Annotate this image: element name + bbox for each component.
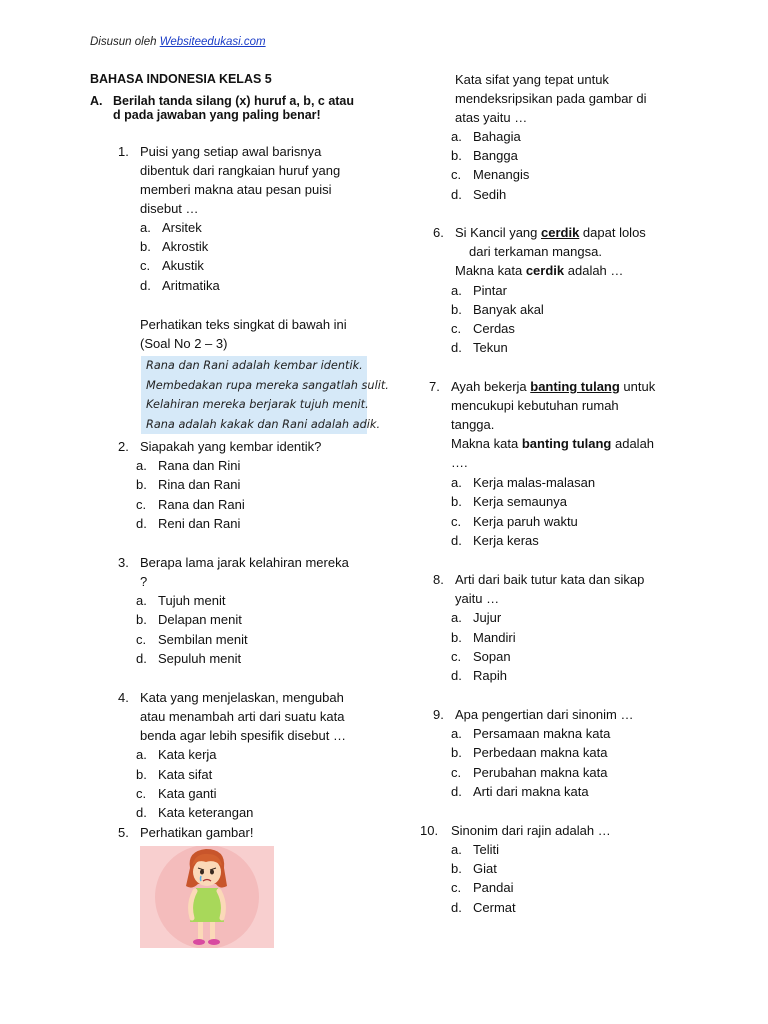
text-fragment: untuk <box>619 379 656 394</box>
option-letter: d. <box>136 651 147 666</box>
question-number: 5. <box>118 825 129 840</box>
option-text: Cerdas <box>473 321 515 336</box>
question-number: 8. <box>433 572 444 587</box>
option-text: Aritmatika <box>162 278 220 293</box>
option-letter: d. <box>451 187 462 202</box>
option-text: Kerja semaunya <box>473 494 567 509</box>
option-text: Kerja keras <box>473 533 539 548</box>
option-d[interactable] <box>451 898 516 917</box>
option-letter: b. <box>451 630 462 645</box>
option-letter: c. <box>140 258 151 273</box>
passage-intro: (Soal No 2 – 3) <box>140 336 228 351</box>
option-letter: b. <box>136 612 147 627</box>
option-letter: a. <box>451 283 462 298</box>
option-c[interactable] <box>136 630 248 649</box>
option-text: Rana dan Rani <box>158 497 245 512</box>
option-letter: d. <box>140 278 151 293</box>
option-text: Persamaan makna kata <box>473 726 611 741</box>
question-text: Kata sifat yang tepat untuk <box>455 72 609 87</box>
option-c[interactable] <box>140 256 204 275</box>
question-text: Siapakah yang kembar identik? <box>140 439 322 454</box>
question-text: dari terkaman mangsa. <box>469 244 602 259</box>
page-title: BAHASA INDONESIA KELAS 5 <box>90 72 272 86</box>
question-text: Arti dari baik tutur kata dan sikap <box>455 572 645 587</box>
option-d[interactable] <box>451 338 508 357</box>
question-text: atau menambah arti dari suatu kata <box>140 709 345 724</box>
section-instruction: Berilah tanda silang (x) huruf a, b, c atau d pada jawaban yang paling benar! <box>113 94 355 122</box>
option-letter: d. <box>451 900 462 915</box>
question-text <box>455 223 646 242</box>
option-letter: c. <box>451 649 462 664</box>
passage-line: Rana adalah kakak dan Rani adalah adik. <box>146 417 381 431</box>
option-d[interactable] <box>451 531 539 550</box>
question-text: Puisi yang setiap awal barisnya <box>140 144 322 159</box>
question-text: mendeksripsikan pada gambar di <box>455 91 647 106</box>
option-letter: a. <box>451 475 462 490</box>
question-text: tangga. <box>451 417 495 432</box>
section-letter: A. <box>90 94 103 108</box>
option-a[interactable] <box>451 608 501 627</box>
option-text: Kata sifat <box>158 767 213 782</box>
option-text: Reni dan Rani <box>158 516 241 531</box>
option-text: Perubahan makna kata <box>473 765 608 780</box>
option-text: Akustik <box>162 258 204 273</box>
option-d[interactable] <box>451 666 507 685</box>
option-letter: d. <box>451 533 462 548</box>
option-letter: a. <box>451 726 462 741</box>
option-letter: b. <box>136 477 147 492</box>
option-letter: c. <box>451 765 462 780</box>
question-text: Sinonim dari rajin adalah … <box>451 823 611 838</box>
question-number: 6. <box>433 225 444 240</box>
text-fragment: Makna kata <box>451 436 522 451</box>
option-text: Kata ganti <box>158 786 217 801</box>
question-text: Perhatikan gambar! <box>140 825 254 840</box>
option-text: Rana dan Rini <box>158 458 241 473</box>
question-number: 10. <box>420 823 439 838</box>
option-text: Kerja malas-malasan <box>473 475 596 490</box>
option-b[interactable] <box>136 475 240 494</box>
option-c[interactable] <box>451 878 513 897</box>
sad-girl-icon <box>140 846 274 948</box>
keyword: cerdik <box>541 225 580 240</box>
question-text: Apa pengertian dari sinonim … <box>455 707 634 722</box>
option-d[interactable] <box>140 276 220 295</box>
option-letter: c. <box>451 167 462 182</box>
option-c[interactable] <box>451 319 515 338</box>
option-letter: b. <box>136 767 147 782</box>
option-letter: c. <box>451 880 462 895</box>
option-letter: a. <box>451 610 462 625</box>
question-text: …. <box>451 455 468 470</box>
option-text: Sedih <box>473 187 507 202</box>
question-number: 3. <box>118 555 129 570</box>
option-text: Akrostik <box>162 239 209 254</box>
option-d[interactable] <box>136 514 240 533</box>
option-letter: b. <box>451 745 462 760</box>
option-text: Kerja paruh waktu <box>473 514 578 529</box>
option-letter: d. <box>136 516 147 531</box>
option-letter: c. <box>136 497 147 512</box>
option-text: Pintar <box>473 283 507 298</box>
option-d[interactable] <box>136 803 253 822</box>
question-text: mencukupi kebutuhan rumah <box>451 398 619 413</box>
option-a[interactable] <box>140 218 202 237</box>
question-number: 7. <box>429 379 440 394</box>
option-letter: a. <box>136 458 147 473</box>
option-d[interactable] <box>136 649 241 668</box>
option-b[interactable] <box>451 300 544 319</box>
option-c[interactable] <box>451 165 529 184</box>
text-fragment: Makna kata <box>455 263 526 278</box>
question-text <box>455 261 623 280</box>
sad-girl-illustration <box>140 846 274 948</box>
option-letter: b. <box>451 861 462 876</box>
option-text: Tujuh menit <box>158 593 226 608</box>
option-c[interactable] <box>451 512 578 531</box>
passage-line: Membedakan rupa mereka sangatlah sulit. <box>146 378 389 392</box>
option-letter: b. <box>451 494 462 509</box>
option-a[interactable] <box>136 456 240 475</box>
option-text: Pandai <box>473 880 514 895</box>
option-text: Perbedaan makna kata <box>473 745 608 760</box>
option-letter: d. <box>451 340 462 355</box>
question-text <box>451 434 654 453</box>
keyword: cerdik <box>525 263 565 278</box>
option-letter: b. <box>451 148 462 163</box>
option-b[interactable] <box>451 146 518 165</box>
option-c[interactable] <box>136 495 245 514</box>
option-text: Tekun <box>473 340 508 355</box>
option-b[interactable] <box>451 628 516 647</box>
option-b[interactable] <box>140 237 208 256</box>
keyword: banting tulang <box>530 379 620 394</box>
option-letter: a. <box>136 593 147 608</box>
option-text: Banyak akal <box>473 302 544 317</box>
passage-intro: Perhatikan teks singkat di bawah ini <box>140 317 347 332</box>
header-prefix: Disusun oleh <box>90 36 157 48</box>
question-text: ? <box>140 574 148 589</box>
keyword: banting tulang <box>521 436 612 451</box>
option-letter: c. <box>451 321 462 336</box>
option-letter: d. <box>136 805 147 820</box>
option-a[interactable] <box>451 127 521 146</box>
question-number: 9. <box>433 707 444 722</box>
option-text: Kata kerja <box>158 747 217 762</box>
option-text: Arti dari makna kata <box>473 784 589 799</box>
option-letter: d. <box>451 784 462 799</box>
question-number: 2. <box>118 439 129 454</box>
option-text: Jujur <box>473 610 502 625</box>
question-text <box>451 377 655 396</box>
option-text: Rina dan Rani <box>158 477 241 492</box>
option-b[interactable] <box>136 765 212 784</box>
option-text: Sepuluh menit <box>158 651 242 666</box>
option-text: Kata keterangan <box>158 805 254 820</box>
option-text: Cermat <box>473 900 516 915</box>
option-text: Sembilan menit <box>158 632 248 647</box>
option-text: Arsitek <box>162 220 202 235</box>
option-letter: a. <box>451 129 462 144</box>
option-text: Bangga <box>473 148 518 163</box>
option-letter: a. <box>140 220 151 235</box>
option-letter: a. <box>451 842 462 857</box>
option-text: Rapih <box>473 668 507 683</box>
option-text: Bahagia <box>473 129 521 144</box>
option-letter: b. <box>140 239 151 254</box>
option-a[interactable] <box>136 745 217 764</box>
question-text: atas yaitu … <box>455 110 528 125</box>
question-text: benda agar lebih spesifik disebut … <box>140 728 346 743</box>
option-text: Menangis <box>473 167 530 182</box>
question-text: Berapa lama jarak kelahiran mereka <box>140 555 349 570</box>
question-text: yaitu … <box>455 591 500 606</box>
question-number: 4. <box>118 690 129 705</box>
option-b[interactable] <box>451 743 607 762</box>
option-a[interactable] <box>136 591 225 610</box>
text-fragment: Si Kancil yang <box>455 225 541 240</box>
option-letter: a. <box>136 747 147 762</box>
option-letter: c. <box>136 786 147 801</box>
document-header <box>90 36 266 48</box>
passage-line: Rana dan Rani adalah kembar identik. <box>146 359 363 372</box>
passage-line: Kelahiran mereka berjarak tujuh menit. <box>146 398 369 411</box>
option-c[interactable] <box>451 763 607 782</box>
text-fragment: adalah <box>611 436 655 451</box>
option-c[interactable] <box>136 784 217 803</box>
header-link[interactable]: Websiteedukasi.com <box>159 36 266 48</box>
option-c[interactable] <box>451 647 511 666</box>
option-b[interactable] <box>451 492 567 511</box>
text-fragment: Ayah bekerja <box>451 379 531 394</box>
option-a[interactable] <box>451 473 595 492</box>
option-text: Sopan <box>473 649 511 664</box>
option-letter: c. <box>451 514 462 529</box>
question-text: Kata yang menjelaskan, mengubah <box>140 690 344 705</box>
option-letter: c. <box>136 632 147 647</box>
question-text: memberi makna atau pesan puisi <box>140 182 332 197</box>
option-text: Teliti <box>473 842 500 857</box>
option-d[interactable] <box>451 185 506 204</box>
option-letter: b. <box>451 302 462 317</box>
text-fragment: dapat lolos <box>579 225 646 240</box>
option-a[interactable] <box>451 724 610 743</box>
option-d[interactable] <box>451 782 589 801</box>
passage-box <box>141 356 389 434</box>
option-a[interactable] <box>451 840 499 859</box>
option-text: Mandiri <box>473 630 516 645</box>
question-text: dibentuk dari rangkaian huruf yang <box>140 163 341 178</box>
question-number: 1. <box>118 144 129 159</box>
option-b[interactable] <box>136 610 242 629</box>
text-fragment: adalah … <box>564 263 624 278</box>
question-text: disebut … <box>140 201 199 216</box>
option-b[interactable] <box>451 859 497 878</box>
option-letter: d. <box>451 668 462 683</box>
option-text: Giat <box>473 861 497 876</box>
option-a[interactable] <box>451 281 507 300</box>
option-text: Delapan menit <box>158 612 242 627</box>
